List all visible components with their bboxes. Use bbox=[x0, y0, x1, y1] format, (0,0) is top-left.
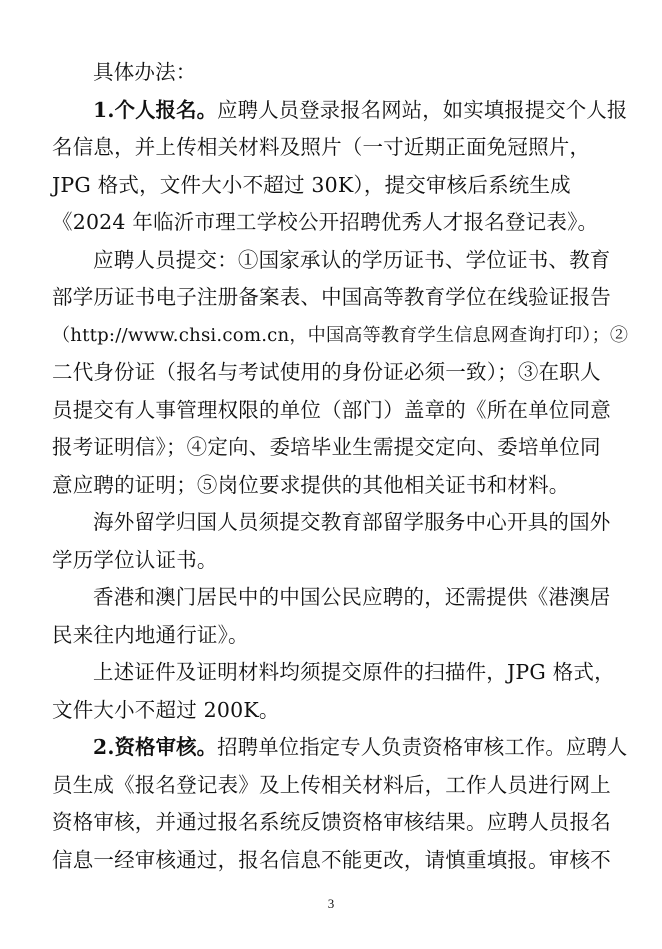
paragraph-line: 意应聘的证明；⑤岗位要求提供的其他相关证书和材料。 bbox=[52, 472, 570, 497]
paragraph-line: 部学历证书电子注册备案表、中国高等教育学位在线验证报告 bbox=[52, 285, 611, 309]
body-text bbox=[52, 54, 629, 879]
paragraph-line: 资格审核，并通过报名系统反馈资格审核结果。应聘人员报名 bbox=[52, 810, 611, 834]
paragraph-line: 应聘人员提交：①国家承认的学历证书、学位证书、教育 bbox=[93, 247, 611, 272]
paragraph-line: 学历学位认证书。 bbox=[52, 547, 218, 572]
paragraph-line: 香港和澳门居民中的中国公民应聘的，还需提供《港澳居 bbox=[93, 585, 611, 609]
paragraph-heading: 具体办法： bbox=[93, 60, 197, 84]
paragraph-line bbox=[52, 729, 628, 767]
paragraph-text: 应聘人员登录报名网站，如实填报提交个人报 bbox=[217, 97, 628, 122]
paragraph-line: 信息一经审核通过，报名信息不能更改，请慎重填报。审核不 bbox=[52, 847, 611, 872]
paragraph-line: 文件大小不超过 200K。 bbox=[52, 697, 280, 722]
section-lead: 2.资格审核。 bbox=[93, 735, 218, 759]
paragraph-line: 上述证件及证明材料均须提交原件的扫描件，JPG 格式， bbox=[93, 660, 615, 684]
paragraph-line: 海外留学归国人员须提交教育部留学服务中心开具的国外 bbox=[93, 510, 611, 534]
paragraph-line: 报考证明信》；④定向、委培毕业生需提交定向、委培单位同 bbox=[52, 435, 601, 459]
paragraph-line: 员提交有人事管理权限的单位（部门）盖章的《所在单位同意 bbox=[52, 397, 611, 422]
paragraph-line: 《2024 年临沂市理工学校公开招聘优秀人才报名登记表》。 bbox=[52, 210, 599, 234]
paragraph-line: 名信息，并上传相关材料及照片（一寸近期正面免冠照片， bbox=[52, 135, 591, 159]
paragraph-line: 员生成《报名登记表》及上传相关材料后，工作人员进行网上 bbox=[52, 772, 611, 797]
paragraph-text: 招聘单位指定专人负责资格审核工作。应聘人 bbox=[217, 735, 628, 759]
paragraph-line: 民来往内地通行证》。 bbox=[52, 622, 249, 647]
paragraph-line: JPG 格式，文件大小不超过 30K），提交审核后系统生成 bbox=[52, 172, 571, 197]
paragraph-line: 二代身份证（报名与考试使用的身份证必须一致）；③在职人 bbox=[52, 360, 601, 384]
page-number: 3 bbox=[327, 896, 335, 911]
paragraph-line bbox=[52, 92, 628, 130]
section-lead: 1.个人报名。 bbox=[93, 97, 218, 122]
paragraph-line: （http://www.chsi.com.cn，中国高等教育学生信息网查询打印）；② bbox=[52, 324, 629, 346]
